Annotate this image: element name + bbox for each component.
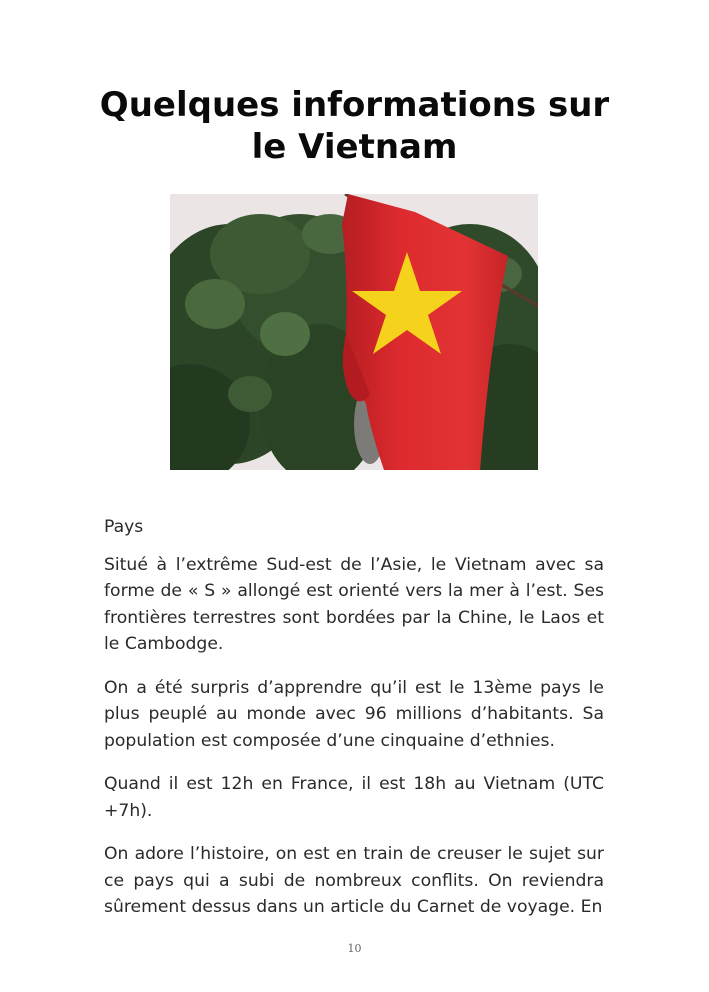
paragraph: Situé à l’extrême Sud-est de l’Asie, le Vietnam avec sa forme de « S » allongé est orienté vers la mer à l’est. Ses frontières terrestres sont bordées par la Chine, le Laos et le Cambodge.: [104, 554, 604, 654]
section-title: Pays: [104, 517, 144, 537]
body-text: [104, 514, 604, 938]
page-number: 10: [347, 942, 362, 955]
paragraph: On adore l’histoire, on est en train de creuser le sujet sur ce pays qui a subi de nombreux conflits. On reviendra sûrement dessus dans un article du Carnet de voyage. En: [104, 844, 604, 917]
paragraph: Quand il est 12h en France, il est 18h au Vietnam (UTC +7h).: [104, 774, 604, 821]
paragraph: On a été surpris d’apprendre qu’il est le 13ème pays le plus peuplé au monde avec 96 millions d’habitants. Sa population est composée d’une cinquaine d’ethnies.: [104, 677, 604, 751]
page-title: Quelques informations sur le Vietnam: [99, 85, 610, 167]
vietnam-flag-photo: [170, 194, 538, 470]
